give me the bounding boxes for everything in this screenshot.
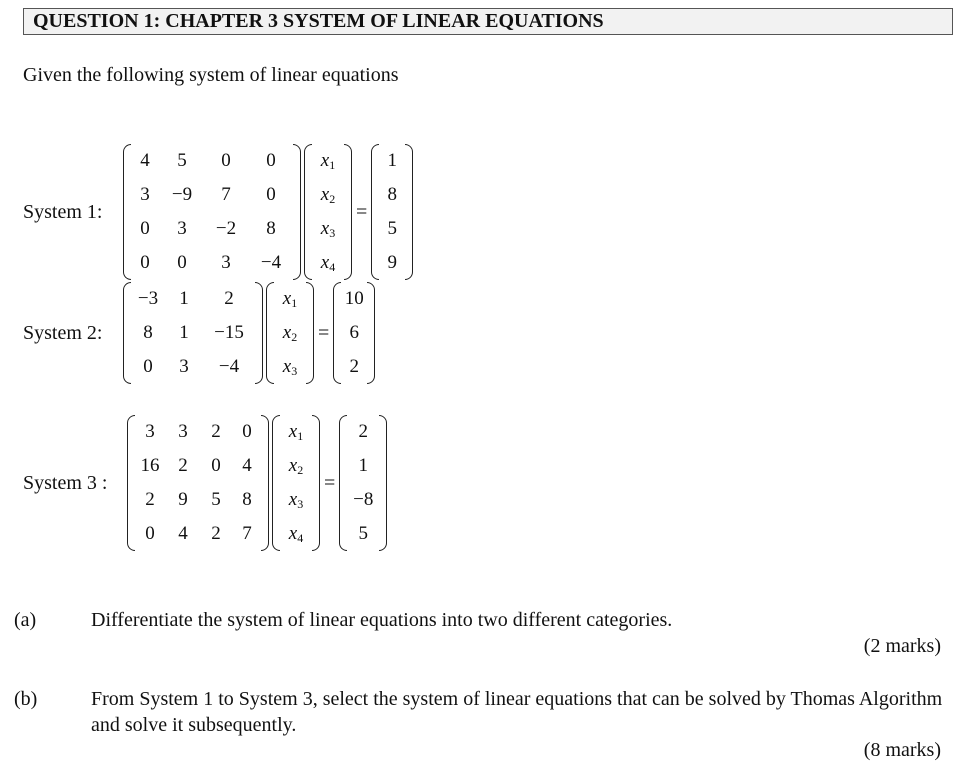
variable-subscript: 2 [291, 330, 298, 344]
matrix-cell: −4 [260, 252, 282, 273]
matrix-cell: 3 [140, 184, 150, 205]
variable-subscript: 3 [329, 226, 336, 240]
variable-cell [273, 350, 307, 384]
variable-cell [279, 483, 313, 517]
matrix-cell: 8 [266, 218, 276, 239]
matrix-cell: 7 [242, 523, 252, 544]
rhs-cell: 10 [344, 288, 364, 309]
matrix-cell: 5 [211, 489, 221, 510]
matrix-cell: 16 [140, 455, 160, 476]
variable-subscript: 1 [291, 296, 298, 310]
variable-cell [279, 517, 313, 551]
rhs-cell: 5 [387, 218, 398, 239]
variable-cell [311, 144, 345, 178]
part-b-label: (b) [14, 688, 38, 710]
matrix-cell: 2 [145, 489, 155, 510]
matrix-cell: 1 [179, 322, 189, 343]
variable-symbol: x [282, 356, 292, 377]
matrix-cell: 3 [145, 421, 155, 442]
matrix-cell: 0 [242, 421, 252, 442]
equals-sign: = [318, 321, 330, 344]
matrix-cell: 0 [266, 150, 276, 171]
variable-symbol: x [320, 252, 330, 273]
rhs-cell: 2 [349, 356, 360, 377]
matrix-cell: 0 [145, 523, 155, 544]
equals-sign: = [324, 471, 336, 494]
variable-symbol: x [282, 322, 292, 343]
system-1 [23, 144, 413, 280]
matrix-cell: 4 [242, 455, 252, 476]
system-3 [23, 415, 387, 551]
matrix-cell: 2 [224, 288, 234, 309]
matrix-cell: 0 [140, 252, 150, 273]
matrix-cell: 3 [221, 252, 231, 273]
matrix-cell: 8 [242, 489, 252, 510]
matrix-cell: 0 [143, 356, 153, 377]
variable-symbol: x [288, 489, 298, 510]
matrix-cell: 1 [179, 288, 189, 309]
variable-symbol: x [288, 523, 298, 544]
matrix-cell: 7 [221, 184, 231, 205]
matrix-cell: 4 [140, 150, 150, 171]
matrix-cell: 4 [178, 523, 188, 544]
rhs-cell: −8 [353, 489, 374, 510]
variable-subscript: 1 [297, 429, 304, 443]
variable-subscript: 2 [329, 192, 336, 206]
variable-cell [311, 212, 345, 246]
rhs-cell: 2 [358, 421, 369, 442]
system-label: System 2: [23, 321, 103, 344]
system-2 [23, 282, 375, 384]
rhs-vector [371, 144, 413, 280]
matrix-cell: −3 [137, 288, 159, 309]
question-title: QUESTION 1: CHAPTER 3 SYSTEM OF LINEAR EQUATIONS [23, 8, 953, 35]
matrix-cell: 0 [140, 218, 150, 239]
variable-vector [266, 282, 314, 384]
variable-subscript: 3 [297, 497, 304, 511]
rhs-cell: 6 [349, 322, 360, 343]
variable-symbol: x [320, 218, 330, 239]
matrix-cell: 8 [143, 322, 153, 343]
variable-symbol: x [320, 184, 330, 205]
part-a-label: (a) [14, 609, 37, 631]
matrix-cell: 3 [179, 356, 189, 377]
variable-cell [311, 246, 345, 280]
rhs-cell: 1 [387, 150, 398, 171]
matrix-cell: 9 [178, 489, 188, 510]
variable-cell [273, 282, 307, 316]
matrix-cell: −4 [218, 356, 240, 377]
part-b-marks: (8 marks) [863, 739, 941, 761]
matrix-cell: 2 [178, 455, 188, 476]
variable-cell [279, 449, 313, 483]
variable-vector [304, 144, 352, 280]
variable-subscript: 1 [329, 158, 336, 172]
system-label: System 1: [23, 200, 103, 223]
rhs-vector [339, 415, 387, 551]
rhs-vector [333, 282, 375, 384]
system-label: System 3 : [23, 471, 108, 494]
variable-cell [273, 316, 307, 350]
variable-symbol: x [288, 421, 298, 442]
variable-symbol: x [320, 150, 330, 171]
variable-cell [279, 415, 313, 449]
variable-subscript: 4 [329, 260, 336, 274]
matrix-cell: −9 [171, 184, 193, 205]
variable-cell [311, 178, 345, 212]
variable-vector [272, 415, 320, 551]
coefficient-matrix [127, 415, 269, 551]
equals-sign: = [356, 200, 368, 223]
variable-symbol: x [288, 455, 298, 476]
coefficient-matrix [123, 282, 263, 384]
rhs-cell: 9 [387, 252, 398, 273]
matrix-cell: 0 [266, 184, 276, 205]
part-b-text: From System 1 to System 3, select the system of linear equations that can be solved by Thomas Algorithm and solve it subsequently. [91, 688, 943, 736]
matrix-cell: −2 [215, 218, 237, 239]
matrix-cell: 0 [221, 150, 231, 171]
variable-symbol: x [282, 288, 292, 309]
part-a-marks: (2 marks) [863, 635, 941, 657]
matrix-cell: 3 [178, 421, 188, 442]
matrix-cell: 0 [211, 455, 221, 476]
coefficient-matrix [123, 144, 301, 280]
matrix-cell: −15 [214, 322, 244, 343]
matrix-cell: 2 [211, 421, 221, 442]
variable-subscript: 3 [291, 364, 298, 378]
rhs-cell: 8 [387, 184, 398, 205]
rhs-cell: 5 [358, 523, 369, 544]
variable-subscript: 2 [297, 463, 304, 477]
rhs-cell: 1 [358, 455, 369, 476]
variable-subscript: 4 [297, 531, 304, 545]
matrix-cell: 3 [177, 218, 187, 239]
matrix-cell: 0 [177, 252, 187, 273]
matrix-cell: 5 [177, 150, 187, 171]
part-a-text: Differentiate the system of linear equations into two different categories. [91, 609, 673, 631]
question-intro: Given the following system of linear equations [23, 64, 399, 86]
matrix-cell: 2 [211, 523, 221, 544]
